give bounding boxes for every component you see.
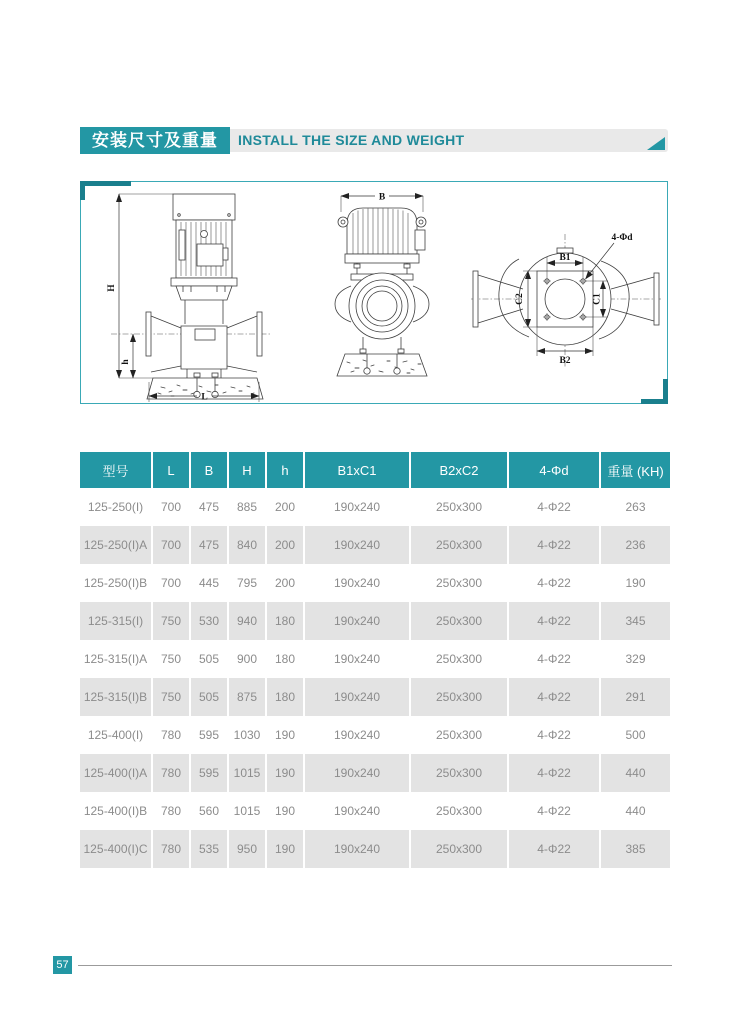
value-cell: 180 — [266, 640, 304, 678]
model-cell: 125-400(I)C — [80, 830, 152, 868]
dim-label-L: L — [201, 392, 208, 403]
table-row — [80, 488, 670, 526]
value-cell: 500 — [625, 728, 646, 742]
value-cell: 190x240 — [304, 602, 410, 640]
value-cell: 750 — [152, 678, 190, 716]
section-header — [80, 127, 668, 154]
value-cell: 250x300 — [410, 754, 508, 792]
value-cell: 190x240 — [304, 792, 410, 830]
value-cell: 4-Φ22 — [508, 716, 600, 754]
value-cell: 250x300 — [410, 830, 508, 868]
section-title-chinese: 安装尺寸及重量 — [80, 127, 230, 154]
value-cell: 250x300 — [410, 526, 508, 564]
value-cell: 190x240 — [304, 830, 410, 868]
value-cell: 250x300 — [410, 716, 508, 754]
value-cell: 445 — [190, 564, 228, 602]
pump-dimension-drawing — [81, 182, 667, 403]
value-cell: 535 — [190, 830, 228, 868]
value-cell: 190 — [266, 754, 304, 792]
value-cell: 4-Φ22 — [508, 488, 600, 526]
value-cell: 940 — [228, 602, 266, 640]
value-cell: 180 — [266, 602, 304, 640]
section-title-english: INSTALL THE SIZE AND WEIGHT — [238, 132, 465, 148]
value-cell: 190x240 — [304, 640, 410, 678]
value-cell: 1015 — [228, 754, 266, 792]
value-cell: 190x240 — [304, 754, 410, 792]
model-cell: 125-400(I)A — [80, 754, 152, 792]
installation-diagram-panel — [80, 181, 668, 404]
column-header: B1xC1 — [304, 452, 410, 488]
dim-label-bolt-holes: 4-Φd — [611, 233, 633, 243]
value-cell: 190 — [266, 716, 304, 754]
value-cell: 250x300 — [410, 602, 508, 640]
table-row — [80, 830, 670, 868]
page-number-badge: 57 — [53, 956, 72, 974]
value-cell: 190 — [266, 792, 304, 830]
value-cell: 440 — [625, 804, 646, 818]
table-row — [80, 564, 670, 602]
dim-label-h: h — [121, 359, 131, 365]
value-cell: 1030 — [228, 716, 266, 754]
value-cell: 595 — [190, 754, 228, 792]
dim-label-H: H — [107, 284, 117, 292]
value-cell: 795 — [228, 564, 266, 602]
value-cell: 190x240 — [304, 526, 410, 564]
value-cell: 250x300 — [410, 640, 508, 678]
value-cell: 700 — [152, 564, 190, 602]
model-cell: 125-315(I) — [80, 602, 152, 640]
pump-side-view-drawing — [107, 194, 271, 403]
value-cell: 885 — [228, 488, 266, 526]
column-header: H — [228, 452, 266, 488]
model-cell: 125-400(I) — [80, 716, 152, 754]
value-cell: 200 — [266, 564, 304, 602]
value-cell: 700 — [152, 526, 190, 564]
value-cell: 4-Φ22 — [508, 602, 600, 640]
model-cell: 125-250(I)A — [80, 526, 152, 564]
dimensions-weight-table — [80, 452, 670, 868]
table-header-row — [80, 452, 670, 488]
table-body — [80, 488, 670, 868]
model-cell: 125-250(I)B — [80, 564, 152, 602]
value-cell: 875 — [228, 678, 266, 716]
model-cell: 125-250(I) — [80, 488, 152, 526]
value-cell: 780 — [152, 716, 190, 754]
value-cell: 329 — [625, 652, 646, 666]
dim-label-B1: B1 — [559, 253, 571, 263]
value-cell: 840 — [228, 526, 266, 564]
corner-accent-top-left — [80, 181, 131, 200]
triangle-accent-icon — [647, 137, 665, 150]
column-header: B2xC2 — [410, 452, 508, 488]
section-title-bar — [230, 129, 668, 152]
table-row — [80, 526, 670, 564]
value-cell: 700 — [152, 488, 190, 526]
corner-accent-bottom-right — [641, 379, 668, 404]
value-cell: 180 — [266, 678, 304, 716]
column-header: 型号 — [80, 452, 152, 488]
pump-front-view-drawing — [335, 193, 429, 377]
value-cell: 780 — [152, 792, 190, 830]
value-cell: 4-Φ22 — [508, 564, 600, 602]
column-header: h — [266, 452, 304, 488]
value-cell: 200 — [266, 488, 304, 526]
value-cell: 900 — [228, 640, 266, 678]
value-cell: 345 — [625, 614, 646, 628]
value-cell: 385 — [625, 842, 646, 856]
value-cell: 505 — [190, 640, 228, 678]
column-header: 4-Φd — [508, 452, 600, 488]
table-row — [80, 792, 670, 830]
value-cell: 595 — [190, 716, 228, 754]
value-cell: 1015 — [228, 792, 266, 830]
value-cell: 530 — [190, 602, 228, 640]
column-header: L — [152, 452, 190, 488]
footer-divider-line — [78, 965, 672, 966]
model-cell: 125-315(I)A — [80, 640, 152, 678]
value-cell: 4-Φ22 — [508, 678, 600, 716]
table-row — [80, 602, 670, 640]
value-cell: 190x240 — [304, 564, 410, 602]
table-row — [80, 640, 670, 678]
value-cell: 4-Φ22 — [508, 640, 600, 678]
value-cell: 190 — [266, 830, 304, 868]
dim-label-B: B — [378, 192, 386, 203]
table-row — [80, 754, 670, 792]
value-cell: 780 — [152, 830, 190, 868]
value-cell: 4-Φ22 — [508, 754, 600, 792]
value-cell: 190x240 — [304, 716, 410, 754]
value-cell: 250x300 — [410, 488, 508, 526]
value-cell: 4-Φ22 — [508, 830, 600, 868]
value-cell: 236 — [625, 538, 646, 552]
table-row — [80, 678, 670, 716]
value-cell: 190x240 — [304, 678, 410, 716]
model-cell: 125-315(I)B — [80, 678, 152, 716]
value-cell: 190 — [625, 576, 646, 590]
column-header: 重量 (KH) — [600, 452, 670, 488]
value-cell: 4-Φ22 — [508, 526, 600, 564]
value-cell: 250x300 — [410, 678, 508, 716]
value-cell: 250x300 — [410, 564, 508, 602]
value-cell: 475 — [190, 488, 228, 526]
value-cell: 263 — [625, 500, 646, 514]
value-cell: 750 — [152, 602, 190, 640]
model-cell: 125-400(I)B — [80, 792, 152, 830]
value-cell: 190x240 — [304, 488, 410, 526]
value-cell: 250x300 — [410, 792, 508, 830]
value-cell: 505 — [190, 678, 228, 716]
value-cell: 440 — [625, 766, 646, 780]
dim-label-B2: B2 — [559, 356, 571, 366]
value-cell: 4-Φ22 — [508, 792, 600, 830]
column-header: B — [190, 452, 228, 488]
value-cell: 200 — [266, 526, 304, 564]
dim-label-C2: C2 — [515, 293, 525, 305]
dim-label-C1: C1 — [592, 293, 603, 305]
value-cell: 780 — [152, 754, 190, 792]
value-cell: 475 — [190, 526, 228, 564]
value-cell: 560 — [190, 792, 228, 830]
value-cell: 950 — [228, 830, 266, 868]
pump-top-view-drawing — [471, 233, 661, 368]
table-row — [80, 716, 670, 754]
value-cell: 291 — [625, 690, 646, 704]
value-cell: 750 — [152, 640, 190, 678]
